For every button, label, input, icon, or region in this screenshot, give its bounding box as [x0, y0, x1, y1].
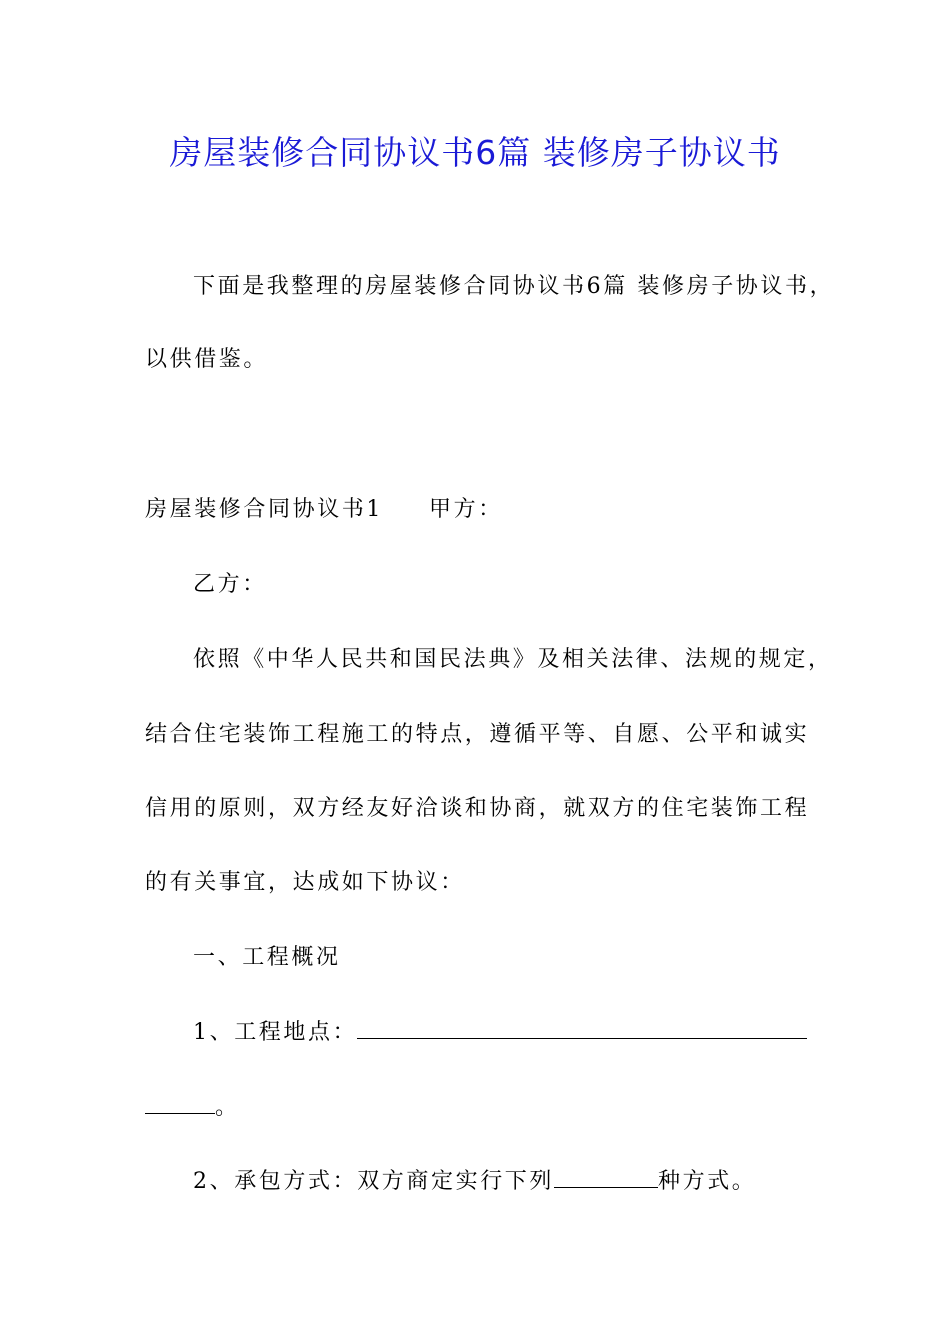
item2-label: 2、承包方式：双方商定实行下列	[193, 1169, 554, 1194]
para1-line-1: 依照《中华人民共和国民法典》及相关法律、法规的规定，	[193, 647, 833, 672]
clause-heading: 一、工程概况	[193, 945, 341, 970]
item1-end: 。	[215, 1095, 240, 1120]
para1-line-2: 结合住宅装饰工程施工的特点，遵循平等、自愿、公平和诚实	[145, 722, 810, 747]
section-heading: 房屋装修合同协议书1	[145, 497, 383, 522]
item2-blank-line	[554, 1167, 658, 1188]
section-heading-row	[145, 495, 503, 525]
para1-line-4: 的有关事宜，达成如下协议：	[145, 870, 465, 895]
item1-continuation	[145, 1093, 240, 1123]
item1-row	[193, 1018, 807, 1048]
item2-row	[193, 1167, 756, 1197]
party-b-label: 乙方：	[193, 572, 267, 597]
intro-line-2: 以供借鉴。	[145, 347, 269, 372]
item1-blank-line-cont	[145, 1093, 215, 1114]
item2-end: 种方式。	[658, 1169, 757, 1194]
document-title: 房屋装修合同协议书6篇 装修房子协议书	[169, 133, 781, 172]
item1-label: 1、工程地点：	[193, 1020, 358, 1045]
para1-line-3: 信用的原则，双方经友好洽谈和协商，就双方的住宅装饰工程	[145, 796, 810, 821]
party-a-label: 甲方：	[429, 497, 503, 522]
intro-line-1: 下面是我整理的房屋装修合同协议书6篇 装修房子协议书，	[193, 274, 835, 299]
item1-blank-line	[357, 1018, 807, 1039]
